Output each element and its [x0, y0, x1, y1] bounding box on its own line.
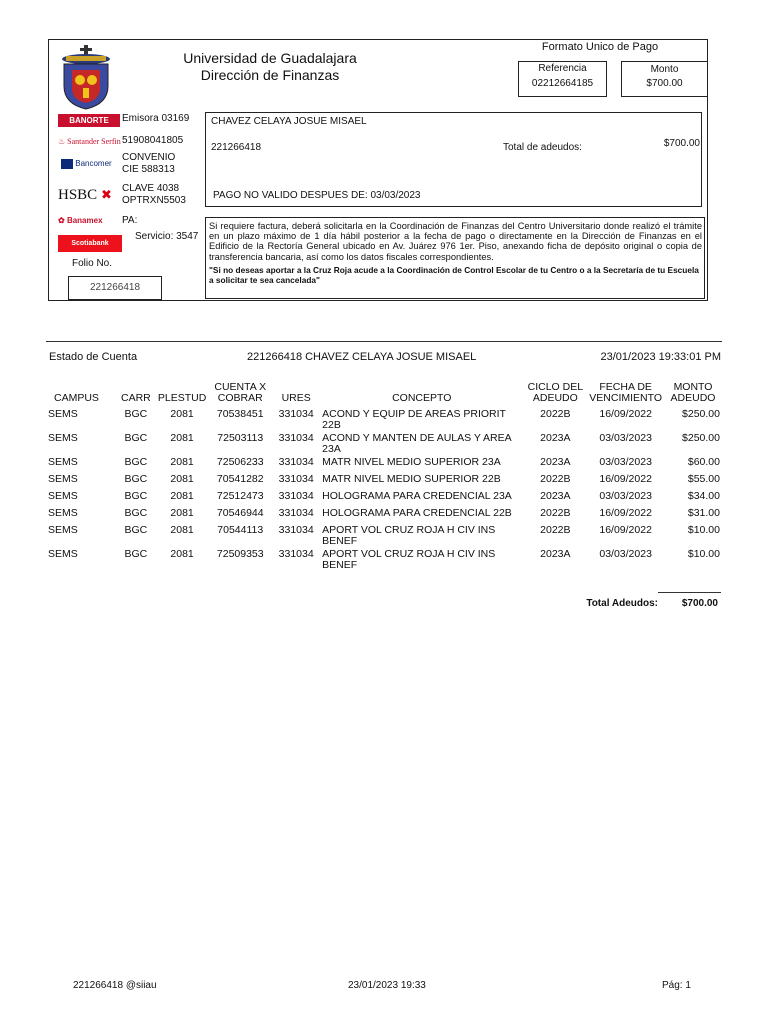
cell-campus: SEMS [48, 408, 78, 420]
referencia-label: Referencia [538, 63, 587, 74]
cell-monto: $34.00 [687, 490, 720, 502]
bancomer-box-icon [61, 159, 73, 169]
cell-ures: 331034 [278, 432, 314, 444]
table-row [46, 490, 722, 507]
payer-box [205, 112, 702, 207]
cell-monto: $10.00 [687, 548, 720, 560]
cell-cuenta: 72503113 [217, 432, 264, 444]
cell-campus: SEMS [48, 490, 78, 502]
payment-deadline: PAGO NO VALIDO DESPUES DE: 03/03/2023 [213, 190, 421, 201]
table-row [46, 524, 722, 548]
statement-student: 221266418 CHAVEZ CELAYA JOSUE MISAEL [247, 351, 477, 363]
scotiabank-servicio: Servicio: 3547 [135, 231, 199, 242]
cell-concepto: ACOND Y EQUIP DE AREAS PRIORIT 22B [322, 408, 506, 431]
santander-account: 51908041805 [122, 135, 184, 146]
cell-carr: BGC [124, 432, 148, 444]
cell-cuenta: 72509353 [216, 548, 264, 560]
cell-plestud: 2081 [170, 408, 194, 420]
cell-ciclo: 2023A [540, 456, 571, 468]
table-row [46, 408, 722, 432]
col-campus: CAMPUS [54, 392, 99, 404]
col-concepto: CONCEPTO [392, 392, 452, 404]
footer-user: 221266418 @siiau [73, 980, 157, 991]
col-ciclo: CICLO DEL ADEUDO [527, 381, 584, 404]
cell-concepto: APORT VOL CRUZ ROJA H CIV INS BENEF [322, 524, 496, 547]
santander-logo [58, 136, 122, 148]
cell-concepto: HOLOGRAMA PARA CREDENCIAL 23A [322, 490, 512, 502]
cell-ciclo: 2022B [540, 473, 571, 485]
cell-carr: BGC [124, 548, 148, 560]
footer-datetime: 23/01/2023 19:33 [348, 980, 426, 991]
cell-concepto: ACOND Y MANTEN DE AULAS Y AREA 23A [322, 432, 512, 455]
cell-ures: 331034 [278, 490, 314, 502]
banamex-logo-text: Banamex [66, 216, 103, 225]
cell-ciclo: 2022B [540, 507, 571, 519]
cell-ures: 331034 [278, 473, 314, 485]
cell-carr: BGC [124, 456, 148, 468]
cell-carr: BGC [124, 473, 148, 485]
folio-box [68, 276, 162, 300]
cell-plestud: 2081 [170, 507, 194, 519]
referencia-value: 02212664185 [531, 78, 594, 89]
institution-name: Universidad de Guadalajara [183, 50, 357, 66]
cell-plestud: 2081 [170, 473, 194, 485]
cell-concepto: APORT VOL CRUZ ROJA H CIV INS BENEF [322, 548, 496, 571]
cell-fecha: 16/09/2022 [599, 524, 652, 536]
cell-concepto: HOLOGRAMA PARA CREDENCIAL 22B [322, 507, 512, 519]
cell-ures: 331034 [278, 456, 314, 468]
hsbc-clave: CLAVE 4038 [122, 183, 180, 194]
cell-cuenta: 72506233 [216, 456, 264, 468]
col-cuenta: CUENTA X COBRAR [214, 381, 267, 404]
cell-fecha: 03/03/2023 [599, 432, 652, 444]
table-row [46, 432, 722, 456]
cell-campus: SEMS [48, 473, 78, 485]
scotiabank-logo-text: Scotiabank [71, 240, 109, 247]
statement-total-label: Total Adeudos: [586, 598, 658, 609]
invoice-notice: Si requiere factura, deberá solicitarla en la Coordinación de Finanzas del Centro Universitario donde realizó el trámite en un plazo máximo de 1 día hábil posterior a la fecha de pago o directamente en la Dirección de Finanzas en el Edificio de la Rectoría General ubicado en Av. Juárez 976 1er. Piso, anexando ficha de depósito original o copia de transferencia bancaria, así como los datos fiscales correspondientes. [209, 221, 702, 262]
table-row [46, 456, 722, 473]
santander-flame-icon: ♨ [58, 137, 66, 146]
statement-total-value: $700.00 [681, 598, 718, 609]
banorte-emisora: Emisora 03169 [122, 113, 190, 124]
bancomer-logo [61, 158, 119, 170]
folio-value: 221266418 [89, 282, 141, 293]
cell-monto: $10.00 [687, 524, 720, 536]
cell-cuenta: 72512473 [216, 490, 264, 502]
cell-campus: SEMS [48, 456, 78, 468]
cell-monto: $31.00 [687, 507, 720, 519]
cell-fecha: 03/03/2023 [599, 456, 652, 468]
cell-campus: SEMS [48, 524, 78, 536]
cell-fecha: 16/09/2022 [599, 408, 652, 420]
table-row [46, 507, 722, 524]
total-adeudos-value: $700.00 [663, 138, 700, 149]
cell-monto: $250.00 [682, 408, 720, 420]
cell-ciclo: 2023A [540, 490, 571, 502]
cell-monto: $250.00 [682, 432, 720, 444]
table-row [46, 548, 722, 572]
statement-divider [46, 341, 722, 342]
cell-plestud: 2081 [170, 524, 194, 536]
cell-concepto: MATR NIVEL MEDIO SUPERIOR 22B [322, 473, 501, 485]
bancomer-convenio: CONVENIO [122, 152, 176, 163]
cell-campus: SEMS [48, 432, 78, 444]
cell-concepto: MATR NIVEL MEDIO SUPERIOR 23A [322, 456, 501, 468]
hsbc-logo-text: HSBC [58, 187, 98, 203]
cell-fecha: 16/09/2022 [599, 473, 652, 485]
cell-plestud: 2081 [170, 548, 194, 560]
col-carr: CARR [121, 392, 151, 404]
referencia-box [518, 61, 607, 97]
monto-box [621, 61, 708, 97]
col-ures: URES [281, 392, 311, 404]
cell-carr: BGC [124, 507, 148, 519]
cell-ciclo: 2023A [540, 432, 571, 444]
university-crest-icon [58, 44, 114, 110]
cell-plestud: 2081 [170, 456, 194, 468]
total-adeudos-label: Total de adeudos: [503, 142, 582, 153]
cell-campus: SEMS [48, 548, 78, 560]
monto-label: Monto [650, 64, 679, 75]
col-monto: MONTO ADEUDO [670, 381, 716, 404]
cell-ciclo: 2022B [540, 524, 571, 536]
cell-cuenta: 70541282 [216, 473, 264, 485]
form-title: Formato Unico de Pago [541, 41, 659, 53]
santander-logo-text: Santander Serfin [67, 137, 121, 146]
cruz-roja-notice: "Si no deseas aportar a la Cruz Roja acude a la Coordinación de Control Escolar de tu Centro o a la Secretaría de tu Escuela a solicitar te sea cancelada" [209, 264, 699, 285]
total-rule [658, 592, 721, 593]
cell-campus: SEMS [48, 507, 78, 519]
cell-ciclo: 2022B [540, 408, 571, 420]
banamex-pa: PA: [122, 215, 138, 226]
statement-table [46, 382, 722, 572]
notice-box [205, 217, 705, 299]
banamex-star-icon: ✿ [58, 216, 65, 225]
col-plestud: PLESTUD [157, 392, 207, 404]
cell-carr: BGC [124, 490, 148, 502]
cell-monto: $55.00 [687, 473, 720, 485]
statement-datetime: 23/01/2023 19:33:01 PM [600, 351, 721, 363]
bancomer-logo-text: Bancomer [75, 159, 112, 168]
cell-plestud: 2081 [170, 490, 194, 502]
banorte-logo-text: BANORTE [69, 116, 109, 125]
cell-fecha: 03/03/2023 [599, 548, 652, 560]
department-name: Dirección de Finanzas [200, 67, 340, 83]
table-row [46, 473, 722, 490]
cell-ures: 331034 [278, 507, 314, 519]
cell-ures: 331034 [278, 408, 314, 420]
cell-fecha: 03/03/2023 [599, 490, 652, 502]
cell-plestud: 2081 [170, 432, 194, 444]
cell-cuenta: 70544113 [217, 524, 264, 536]
cell-carr: BGC [124, 408, 148, 420]
cell-cuenta: 70546944 [216, 507, 264, 519]
payer-name: CHAVEZ CELAYA JOSUE MISAEL [211, 116, 367, 127]
bancomer-cie: CIE 588313 [122, 164, 175, 175]
hsbc-hexagon-icon: ✖ [100, 187, 112, 202]
banorte-logo [58, 114, 120, 127]
hsbc-optrxn: OPTRXN5503 [122, 195, 186, 206]
footer-page: Pág: 1 [662, 980, 691, 991]
cell-monto: $60.00 [687, 456, 720, 468]
cell-fecha: 16/09/2022 [599, 507, 652, 519]
scotiabank-logo [58, 235, 122, 252]
cell-cuenta: 70538451 [216, 408, 264, 420]
payer-code: 221266418 [211, 142, 262, 153]
cell-ciclo: 2023A [540, 548, 571, 560]
folio-label: Folio No. [72, 258, 113, 269]
monto-value: $700.00 [646, 78, 683, 89]
cell-ures: 331034 [278, 524, 314, 536]
hsbc-logo [58, 187, 122, 203]
table-header-row [46, 382, 722, 408]
col-fecha: FECHA DE VENCIMIENTO [589, 381, 663, 404]
cell-carr: BGC [124, 524, 148, 536]
banamex-logo [58, 215, 122, 227]
statement-title: Estado de Cuenta [49, 351, 138, 363]
cell-ures: 331034 [278, 548, 314, 560]
